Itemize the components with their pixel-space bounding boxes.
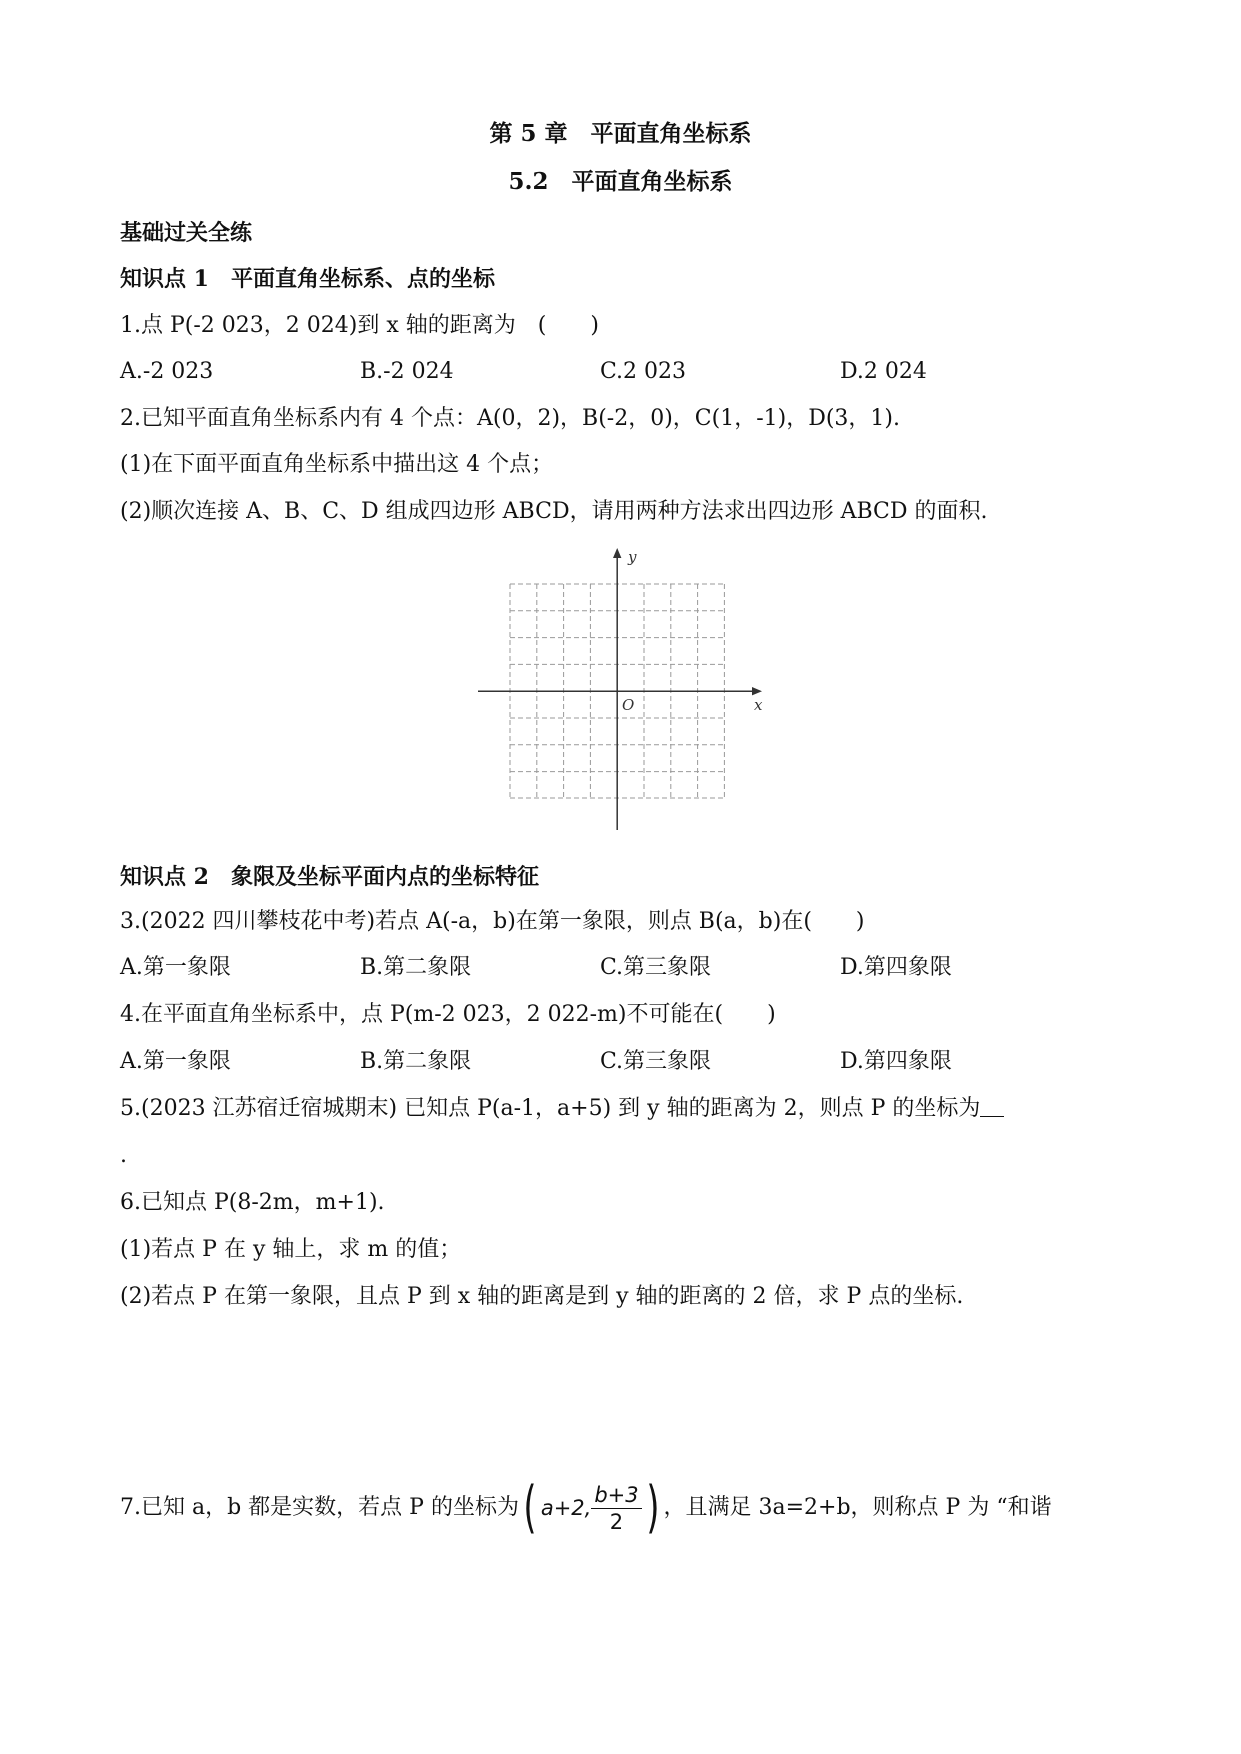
x-axis-arrow [752,687,762,695]
question-1: 1.点 P(-2 023，2 024)到 x 轴的距离为 ( ) [120,313,599,338]
chapter-title: 第 5 章 平面直角坐标系 [489,120,752,147]
q1-option-b: B.-2 024 [360,359,454,384]
y-axis-label: y [628,548,637,566]
question-7-suffix: ，且满足 3a=2+b，则称点 P 为 “和谐 [663,1495,1052,1520]
q3-option-b: B.第二象限 [360,955,472,980]
q1-option-a: A.-2 023 [120,359,214,384]
question-5-text: 5.(2023 江苏宿迁宿城期末) 已知点 P(a-1，a+5) 到 y 轴的距离为 2，则点 P 的坐标为 [120,1096,981,1121]
q4-option-a: A.第一象限 [120,1049,231,1074]
origin-label: O [622,696,635,714]
fraction-numerator: b+3 [591,1482,641,1509]
fraction [591,1482,641,1535]
knowledge-point-2: 知识点 2 象限及坐标平面内点的坐标特征 [120,864,539,890]
knowledge-point-1: 知识点 1 平面直角坐标系、点的坐标 [120,266,495,292]
question-6-part-1: (1)若点 P 在 y 轴上，求 m 的值； [120,1237,462,1262]
question-6: 6.已知点 P(8-2m，m+1). [120,1190,385,1215]
q4-option-c: C.第三象限 [600,1049,712,1074]
fraction-denominator: 2 [609,1509,624,1534]
question-7-prefix: 7.已知 a，b 都是实数，若点 P 的坐标为 [120,1495,519,1520]
q3-option-d: D.第四象限 [840,955,952,980]
question-3: 3.(2022 四川攀枝花中考)若点 A(-a，b)在第一象限，则点 B(a，b)在( ) [120,909,865,934]
q1-option-c: C.2 023 [600,359,687,384]
question-2-part-1: (1)在下面平面直角坐标系中描出这 4 个点； [120,452,554,477]
q3-option-c: C.第三象限 [600,955,712,980]
right-paren: ) [646,1475,660,1540]
answer-blank[interactable] [980,1094,1004,1117]
question-5 [120,1094,1004,1124]
q4-option-b: B.第二象限 [360,1049,472,1074]
q3-option-a: A.第一象限 [120,955,231,980]
y-axis-arrow [613,548,621,558]
q1-option-d: D.2 024 [840,359,927,384]
left-paren: ( [523,1475,537,1540]
coord-first: a+2, [540,1496,592,1520]
question-7 [120,1475,1052,1540]
section-title: 5.2 平面直角坐标系 [508,168,733,195]
question-4: 4.在平面直角坐标系中，点 P(m-2 023，2 022-m)不可能在( ) [120,1002,776,1027]
practice-heading: 基础过关全练 [120,220,253,246]
coordinate-grid [478,548,768,830]
question-2-part-2: (2)顺次连接 A、B、C、D 组成四边形 ABCD，请用两种方法求出四边形 ABCD 的面积. [120,499,988,524]
x-axis-label: x [754,696,763,714]
q4-option-d: D.第四象限 [840,1049,952,1074]
question-6-part-2: (2)若点 P 在第一象限，且点 P 到 x 轴的距离是到 y 轴的距离的 2 倍，求 P 点的坐标. [120,1284,964,1309]
question-2: 2.已知平面直角坐标系内有 4 个点：A(0，2)，B(-2，0)，C(1，-1)，D(3，1). [120,406,901,431]
question-5-end: . [120,1143,127,1168]
